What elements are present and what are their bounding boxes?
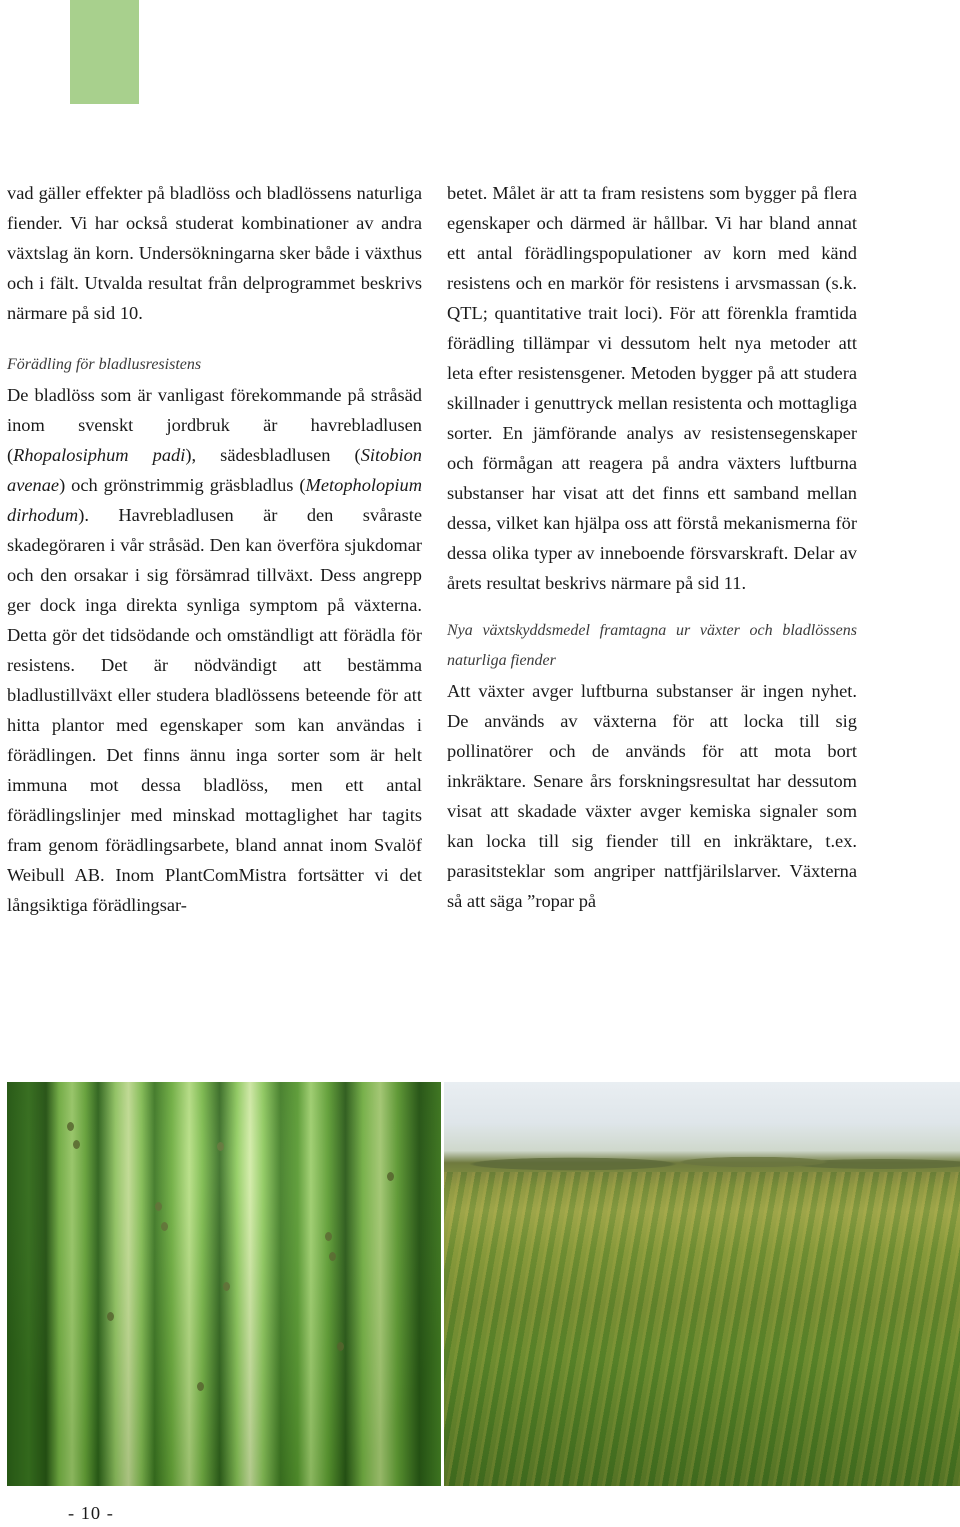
page-corner-tab: [70, 0, 139, 104]
barley-field-photo: [444, 1082, 960, 1486]
right-column: [447, 178, 857, 916]
text-run: ). Havrebladlusen är den svåraste skadegöraren i vår stråsäd. Den kan överföra sjukdomar och den orsakar i sig försämrad tillväxt. Dess angrepp ger dock inga direkta synliga symptom på växterna. Detta gör det tidsödande och omständligt att förädla för resistens. Det är nödvändigt att bestämma bladlustillväxt eller studera bladlössens beteende för att hitta plantor med egenskaper som kan användas i förädlingen. Det finns ännu inga sorter som är helt immuna mot dessa bladlöss, men ett antal förädlingslinjer med minskad mottaglighet har tagits fram genom förädlingsarbete, bland annat inom Svalöf Weibull AB. Inom PlantComMistra fortsätter vi det långsiktiga förädlingsar-: [7, 505, 422, 915]
text-run: ) och grönstrimmig gräsbladlus (: [59, 475, 306, 495]
text-run: De bladlöss som är vanligast förekommande på stråsäd inom svenskt jordbruk är havrebladlusen (: [7, 385, 422, 465]
barley-stalks: [444, 1172, 960, 1486]
aphids-on-grass-photo: [7, 1082, 441, 1486]
section-heading-resistance: Förädling för bladlusresistens: [7, 356, 202, 373]
left-column: [7, 178, 422, 920]
right-paragraph-continued: betet. Målet är att ta fram resistens som bygger på flera egenskaper och därmed är hållbar. Vi har bland annat ett antal förädlingspopulationer av korn med känd resistens och en markör för resistens i arvsmassan (s.k. QTL; quantitative trait loci). För att förenkla framtida förädling tillämpar vi dessutom helt nya metoder att leta efter resistensgener. Metoden bygger på att studera skillnader i genuttryck mellan resistenta och mottagliga sorter. En jämförande analys av resistensegenskaper och förmågan att reagera på andra växters luftburna substanser har visat att det finns ett samband mellan dessa, vilket kan hjälpa oss att förstå mekanismerna för dessa olika typer av inneboende försvarskraft. Delar av årets resultat beskrivs närmare på sid 11.: [447, 183, 857, 593]
left-paragraph-resistance: [7, 380, 422, 920]
text-run: ), sädesbladlusen (: [185, 445, 361, 465]
species-name: Metopholopium dirhodum: [7, 475, 422, 525]
species-name: Sitobion avenae: [7, 445, 422, 495]
section-heading-plant-protection: Nya växtskyddsmedel framtagna ur växter och bladlössens naturliga fiender: [447, 622, 857, 669]
species-name: Rhopalosiphum padi: [13, 445, 186, 465]
right-paragraph-plant-protection: Att växter avger luftburna substanser är ingen nyhet. De används av växterna för att locka till sig pollinatörer och de används för att mota bort inkräktare. Senare års forskningsresultat har dessutom visat att skadade växter avger kemiska signaler som kan locka till sig fiender till en inkräktare, t.ex. parasitsteklar som angriper nattfjärilslarver. Växterna så att säga ”ropar på: [447, 681, 857, 911]
page-number: - 10 -: [68, 1503, 114, 1523]
left-paragraph-intro: vad gäller effekter på bladlöss och bladlössens naturliga fiender. Vi har också studerat kombinationer av andra växtslag än korn. Undersökningarna sker både i växthus och i fält. Utvalda resultat från delprogrammet beskrivs närmare på sid 10.: [7, 183, 422, 323]
